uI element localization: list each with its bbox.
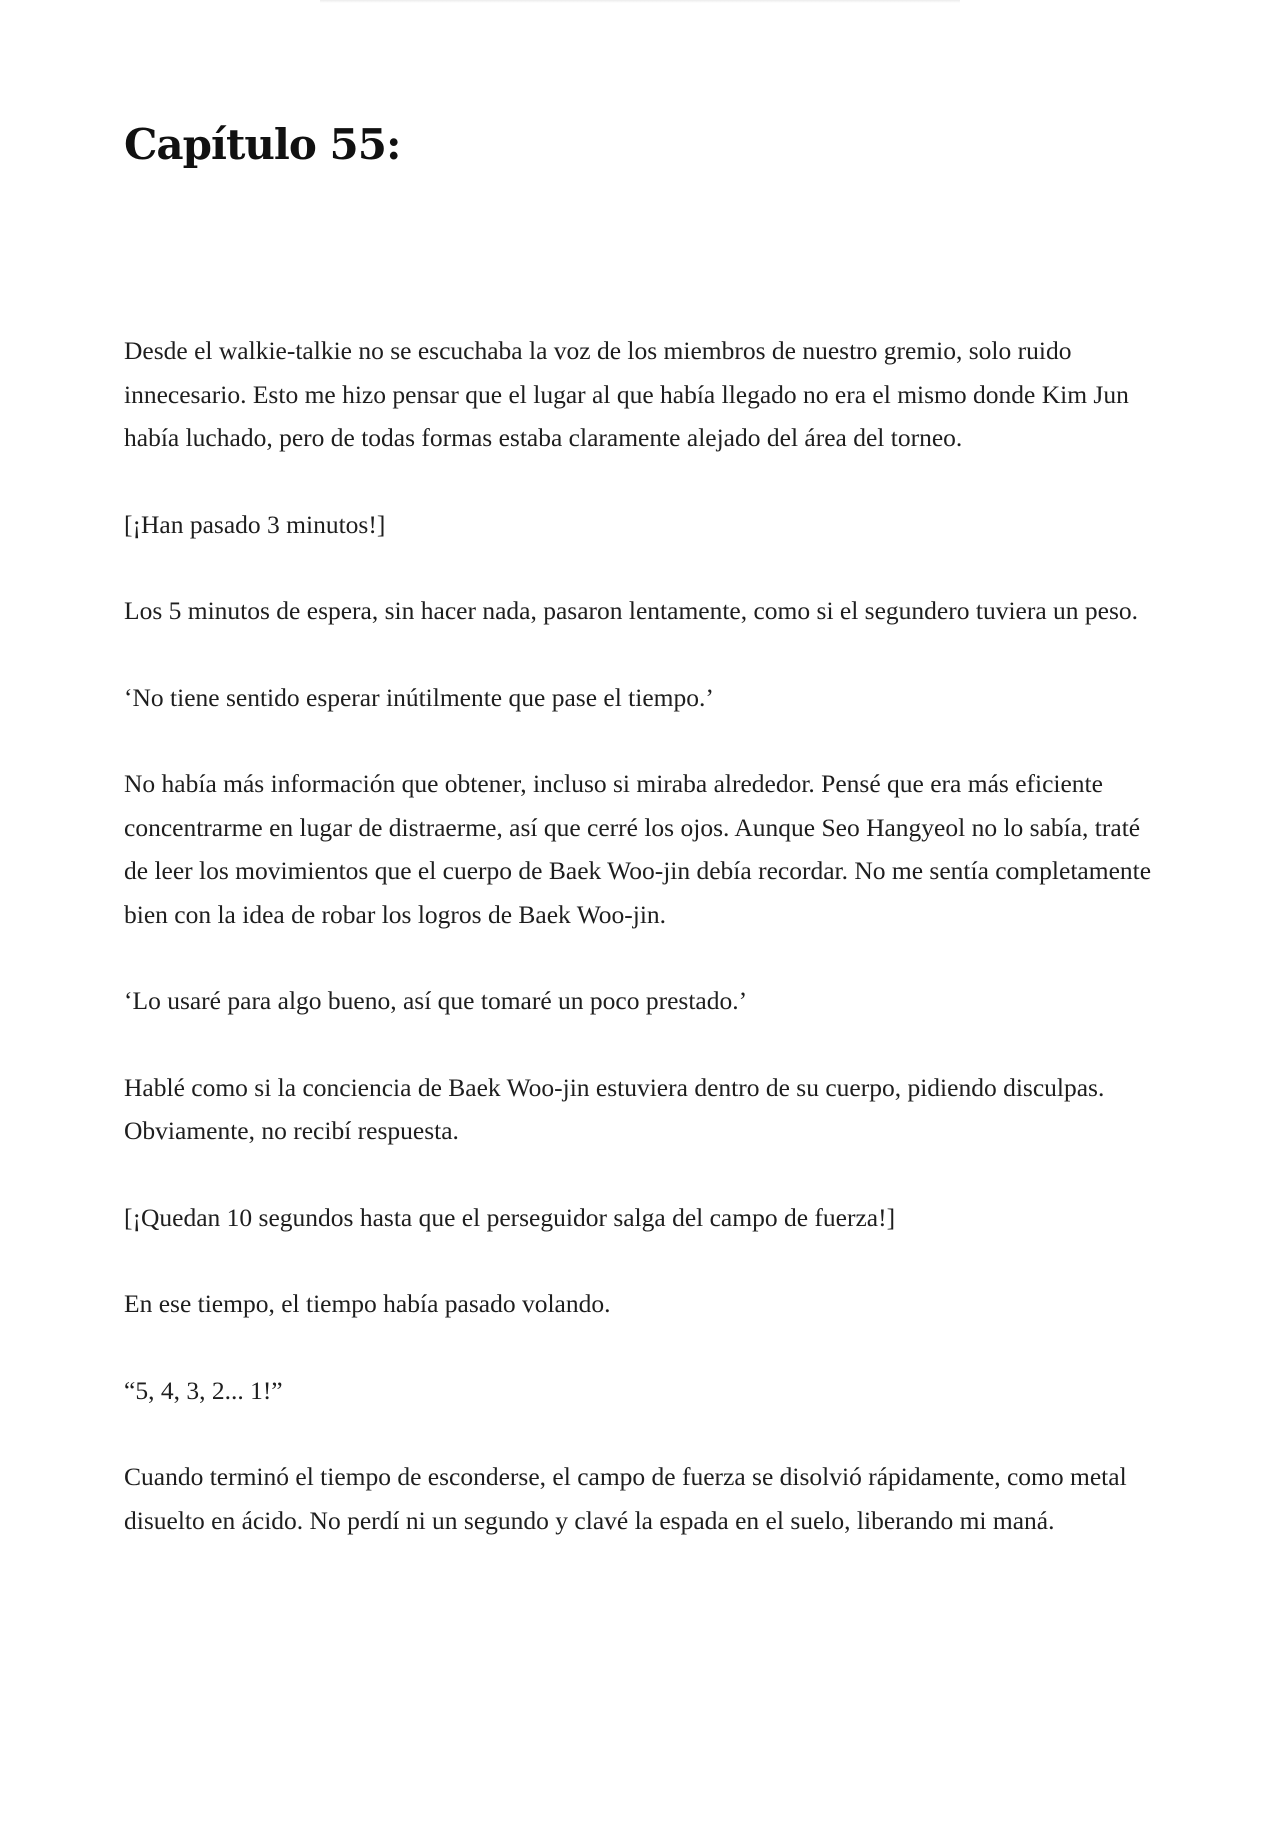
paragraph: En ese tiempo, el tiempo había pasado volando. [124, 1289, 611, 1318]
paragraph: Desde el walkie-talkie no se escuchaba la voz de los miembros de nuestro gremio, solo ruido innecesario. Esto me hizo pensar que el lugar al que había llegado no era el mismo donde Kim Jun había luchado, pero de todas formas estaba claramente alejado del área del torneo. [124, 336, 1129, 452]
inner-thought: ‘Lo usaré para algo bueno, así que tomaré un poco prestado.’ [124, 986, 748, 1015]
chapter-title: Capítulo 55: [124, 120, 401, 169]
system-message: [¡Quedan 10 segundos hasta que el perseguidor salga del campo de fuerza!] [124, 1202, 896, 1232]
paragraph: Los 5 minutos de espera, sin hacer nada, pasaron lentamente, como si el segundero tuviera un peso. [124, 596, 1139, 625]
paragraph: Hablé como si la conciencia de Baek Woo-jin estuviera dentro de su cuerpo, pidiendo disculpas. Obviamente, no recibí respuesta. [124, 1072, 1105, 1145]
paragraph: No había más información que obtener, incluso si miraba alrededor. Pensé que era más eficiente concentrarme en lugar de distraerme, así que cerré los ojos. Aunque Seo Hangyeol no lo sabía, traté de leer los movimientos que el cuerpo de Baek Woo-jin debía recordar. No me sentía completamente bien con la idea de robar los logros de Baek Woo-jin. [124, 769, 1152, 929]
page-top-edge [320, 0, 960, 3]
system-message: [¡Han pasado 3 minutos!] [124, 509, 386, 539]
chapter-body [124, 329, 1164, 1585]
dialogue: “5, 4, 3, 2... 1!” [124, 1375, 283, 1405]
inner-thought: ‘No tiene sentido esperar inútilmente que pase el tiempo.’ [124, 682, 714, 712]
paragraph: Cuando terminó el tiempo de esconderse, el campo de fuerza se disolvió rápidamente, como metal disuelto en ácido. No perdí ni un segundo y clavé la espada en el suelo, liberando mi maná. [124, 1462, 1127, 1535]
